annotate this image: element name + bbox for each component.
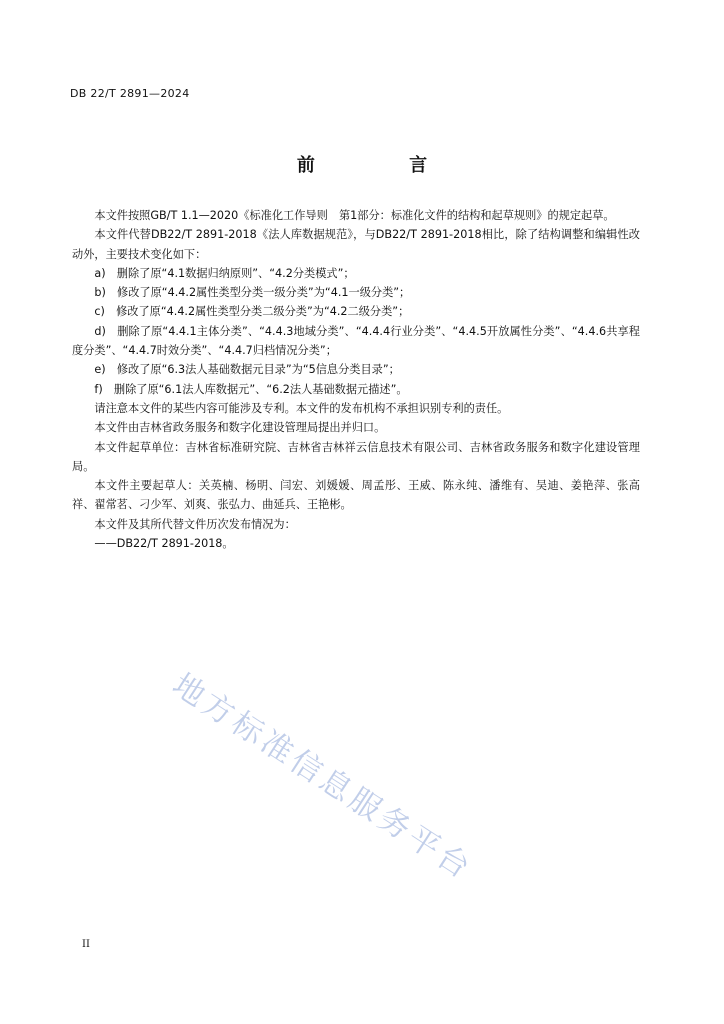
document-code: DB 22/T 2891—2024: [70, 87, 190, 100]
watermark: 地方标准信息服务平台: [166, 666, 480, 888]
change-item-e: e) 修改了原“6.3法人基础数据元目录”为“5信息分类目录”；: [94, 363, 400, 377]
change-item-b: b) 修改了原“4.4.2属性类型分类一级分类”为“4.1一级分类”；: [94, 286, 411, 300]
change-item-a: a) 删除了原“4.1数据归纳原则”、“4.2分类模式”；: [94, 266, 355, 280]
change-item-f: f) 删除了原“6.1法人库数据元”、“6.2法人基础数据元描述”。: [94, 382, 408, 396]
paragraph-patent-notice: 请注意本文件的某些内容可能涉及专利。本文件的发布机构不承担识别专利的责任。: [94, 401, 509, 415]
foreword-body: [72, 206, 640, 553]
paragraph-drafting-rules: 本文件按照GB/T 1.1—2020《标准化工作导则 第1部分：标准化文件的结构和起草规则》的规定起草。: [94, 209, 615, 222]
paragraph-replaces: 本文件代替DB22/T 2891-2018《法人库数据规范》，与DB22/T 2891-2018相比，除了结构调整和编辑性改动外，主要技术变化如下：: [72, 228, 640, 261]
page-title: 前 言: [296, 155, 472, 176]
paragraph-proposer: 本文件由吉林省政务服务和数字化建设管理局提出并归口。: [94, 421, 386, 435]
change-item-c: c) 修改了原“4.4.2属性类型分类二级分类”为“4.2二级分类”；: [94, 305, 410, 319]
page-number: II: [82, 939, 90, 950]
paragraph-drafting-units: 本文件起草单位：吉林省标准研究院、吉林省吉林祥云信息技术有限公司、吉林省政务服务和数字化建设管理局。: [72, 440, 640, 473]
paragraph-drafters: 本文件主要起草人：关英楠、杨明、闫宏、刘媛媛、周孟彤、王威、陈永纯、潘维有、吴迪、姜艳萍、张高祥、翟常茗、刁少军、刘爽、张弘力、曲延兵、王艳彬。: [72, 479, 640, 512]
change-item-d: d) 删除了原“4.4.1主体分类”、“4.4.3地域分类”、“4.4.4行业分类”、“4.4.5开放属性分类”、“4.4.6共享程度分类”、“4.4.7时效分类”、“4.4.7归档情况分类”；: [72, 324, 640, 358]
paragraph-history-intro: 本文件及其所代替文件历次发布情况为：: [94, 517, 296, 531]
paragraph-history-item: ——DB22/T 2891-2018。: [94, 537, 234, 551]
